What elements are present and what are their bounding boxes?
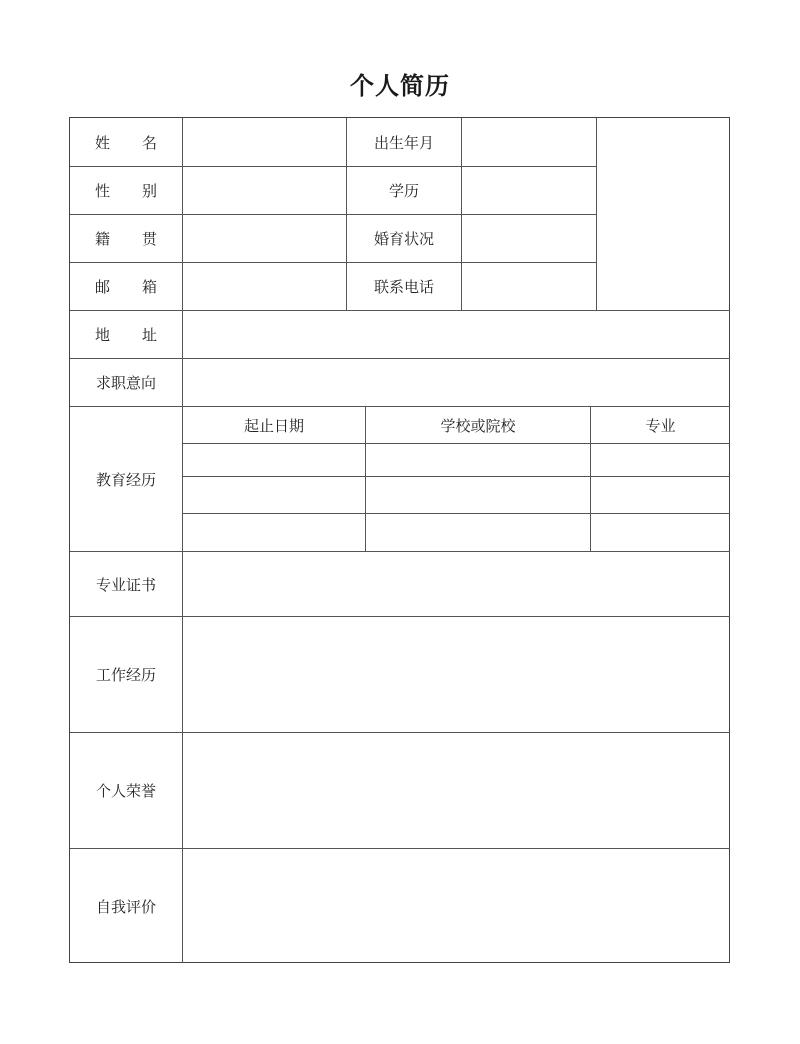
education-header-dates: 起止日期 [243,416,304,435]
certificates-field[interactable] [183,552,730,616]
photo-box[interactable] [597,118,730,310]
name-field[interactable] [183,118,346,166]
address-field[interactable] [183,311,730,358]
birth-date-field[interactable] [462,118,596,166]
education-level-label: 学历 [388,182,419,200]
native-place-field[interactable] [183,215,346,262]
education-header-school: 学校或院校 [440,416,516,435]
education-row-3-dates[interactable] [183,514,365,551]
job-intention-field[interactable] [183,359,730,406]
education-row-1-school[interactable] [366,444,590,476]
gender-label: 性 别 [95,182,157,200]
email-field[interactable] [183,263,346,310]
job-intention-label: 求职意向 [95,374,156,392]
email-label: 邮 箱 [95,278,157,296]
education-row-2-school[interactable] [366,477,590,513]
education-row-3-major[interactable] [591,514,730,551]
marital-status-field[interactable] [462,215,596,262]
education-level-field[interactable] [462,167,596,214]
native-place-label: 籍 贯 [95,230,157,248]
certificates-label: 专业证书 [95,575,156,594]
honors-label: 个人荣誉 [95,782,156,800]
self-evaluation-field[interactable] [183,849,730,963]
phone-label: 联系电话 [373,278,434,296]
education-row-2-major[interactable] [591,477,730,513]
education-row-1-major[interactable] [591,444,730,476]
name-label: 姓 名 [95,133,157,152]
work-experience-label: 工作经历 [95,666,156,684]
self-evaluation-label: 自我评价 [95,897,156,916]
resume-title: 个人简历 [350,72,450,100]
resume-form [69,117,730,963]
honors-field[interactable] [183,733,730,848]
address-label: 地 址 [95,326,157,344]
education-row-1-dates[interactable] [183,444,365,476]
education-row-3-school[interactable] [366,514,590,551]
education-label: 教育经历 [95,470,156,489]
birth-date-label: 出生年月 [373,133,434,152]
gender-field[interactable] [183,167,346,214]
phone-field[interactable] [462,263,596,310]
education-row-2-dates[interactable] [183,477,365,513]
marital-status-label: 婚育状况 [373,230,434,248]
work-experience-field[interactable] [183,617,730,732]
education-header-major: 专业 [645,416,676,435]
